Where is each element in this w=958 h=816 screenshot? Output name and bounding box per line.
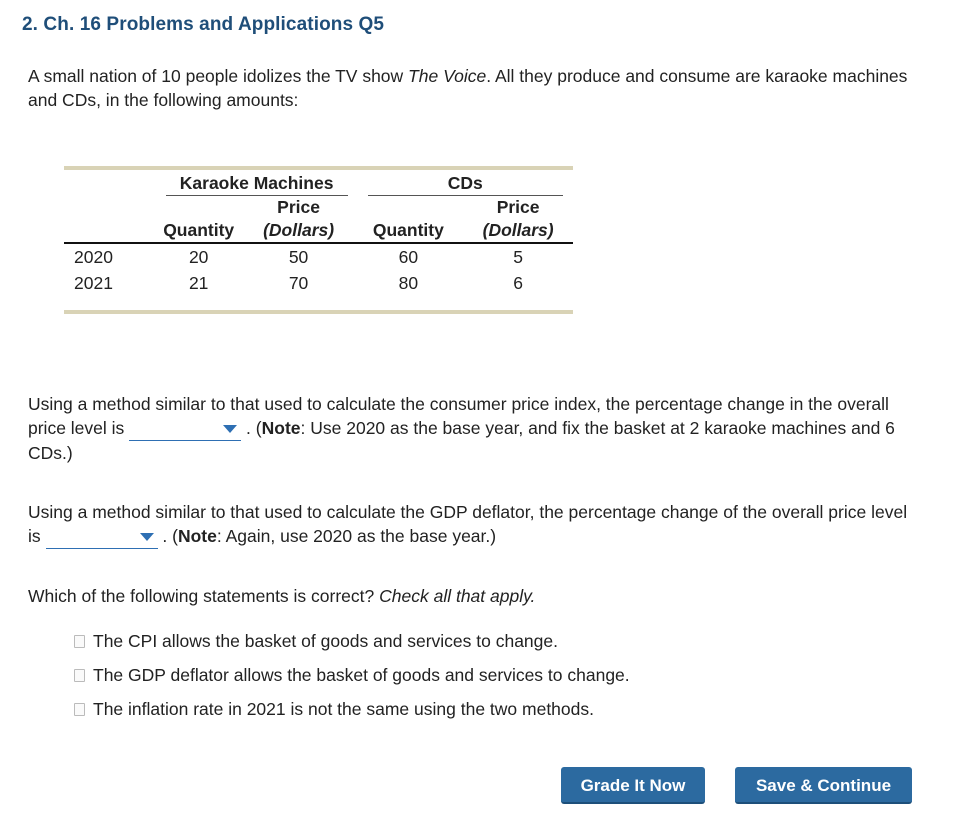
- cell-cd-price: 6: [513, 273, 523, 293]
- option-row[interactable]: [74, 665, 630, 686]
- statements-prompt: Which of the following statements is correct?: [28, 586, 380, 606]
- dollars-header-karaoke: (Dollars): [244, 219, 354, 243]
- statements-question: [28, 584, 928, 608]
- question-title: 2. Ch. 16 Problems and Applications Q5: [22, 14, 385, 35]
- save-continue-button[interactable]: Save & Continue: [735, 767, 912, 804]
- grade-it-now-button[interactable]: Grade It Now: [561, 767, 705, 804]
- deflator-note-label: Note: [177, 526, 217, 546]
- cpi-percent-dropdown[interactable]: [129, 420, 241, 441]
- cell-cd-quantity: 80: [398, 273, 419, 293]
- intro-text-2: . All they produce and consume are karaoke machines and CDs, in the following amounts:: [28, 66, 908, 110]
- cell-cd-price: 5: [513, 247, 523, 267]
- quantity-header-karaoke: Quantity: [154, 219, 244, 243]
- option-label: The CPI allows the basket of goods and services to change.: [93, 631, 558, 651]
- cpi-note-text: : Use 2020 as the base year, and fix the basket at 2 karaoke machines and 6 CDs.): [28, 418, 895, 463]
- table-bottom-rule: [64, 310, 573, 314]
- dollars-header-cds: (Dollars): [463, 219, 573, 243]
- intro-text-1: A small nation of 10 people idolizes the TV show: [28, 66, 409, 86]
- table-top-rule: [64, 166, 573, 170]
- option-label: The inflation rate in 2021 is not the same using the two methods.: [93, 699, 594, 719]
- price-label-karaoke: Price: [277, 197, 320, 217]
- option-label: The GDP deflator allows the basket of goods and services to change.: [93, 665, 630, 685]
- option-row[interactable]: [74, 631, 558, 652]
- table-row: [64, 243, 573, 270]
- cell-karaoke-quantity: 21: [188, 273, 209, 293]
- option-checkbox[interactable]: [74, 703, 85, 716]
- cpi-dropdown-value: [129, 425, 133, 442]
- chevron-down-icon: [223, 425, 237, 433]
- deflator-question-text: Using a method similar to that used to calculate the GDP deflator, the percentage change of the overall price level is: [28, 502, 908, 546]
- cpi-question: [28, 392, 928, 465]
- cell-karaoke-quantity: 20: [188, 247, 209, 267]
- cpi-note-label: Note: [261, 418, 301, 438]
- group-header-karaoke-label: Karaoke Machines: [166, 172, 348, 196]
- chevron-down-icon: [140, 533, 154, 541]
- show-name: The Voice: [408, 66, 487, 86]
- cell-karaoke-price: 70: [288, 273, 309, 293]
- cell-cd-quantity: 60: [398, 247, 419, 267]
- cpi-question-text: Using a method similar to that used to calculate the consumer price index, the percentage change in the overall price level is: [28, 394, 889, 438]
- statements-instruction: Check all that apply.: [379, 586, 536, 606]
- cpi-period: .: [246, 418, 251, 438]
- deflator-note-text: : Again, use 2020 as the base year.): [216, 526, 497, 546]
- deflator-note-open: (: [172, 526, 178, 546]
- deflator-period: .: [162, 526, 168, 546]
- group-header-cds: [354, 172, 574, 196]
- option-checkbox[interactable]: [74, 669, 85, 682]
- table-row: [64, 270, 573, 296]
- row-year: 2021: [74, 273, 113, 293]
- row-year: 2020: [74, 247, 113, 267]
- cpi-note-open: (: [255, 418, 262, 438]
- group-header-karaoke: [154, 172, 354, 196]
- option-row[interactable]: [74, 699, 594, 720]
- intro-paragraph: [28, 64, 908, 112]
- deflator-question: [28, 500, 918, 549]
- group-header-cds-label: CDs: [368, 172, 564, 196]
- quantity-header-cds: Quantity: [354, 219, 464, 243]
- deflator-percent-dropdown[interactable]: [46, 528, 158, 549]
- option-checkbox[interactable]: [74, 635, 85, 648]
- cell-karaoke-price: 50: [288, 247, 309, 267]
- price-label-cds: Price: [496, 197, 540, 217]
- deflator-dropdown-value: [46, 533, 50, 550]
